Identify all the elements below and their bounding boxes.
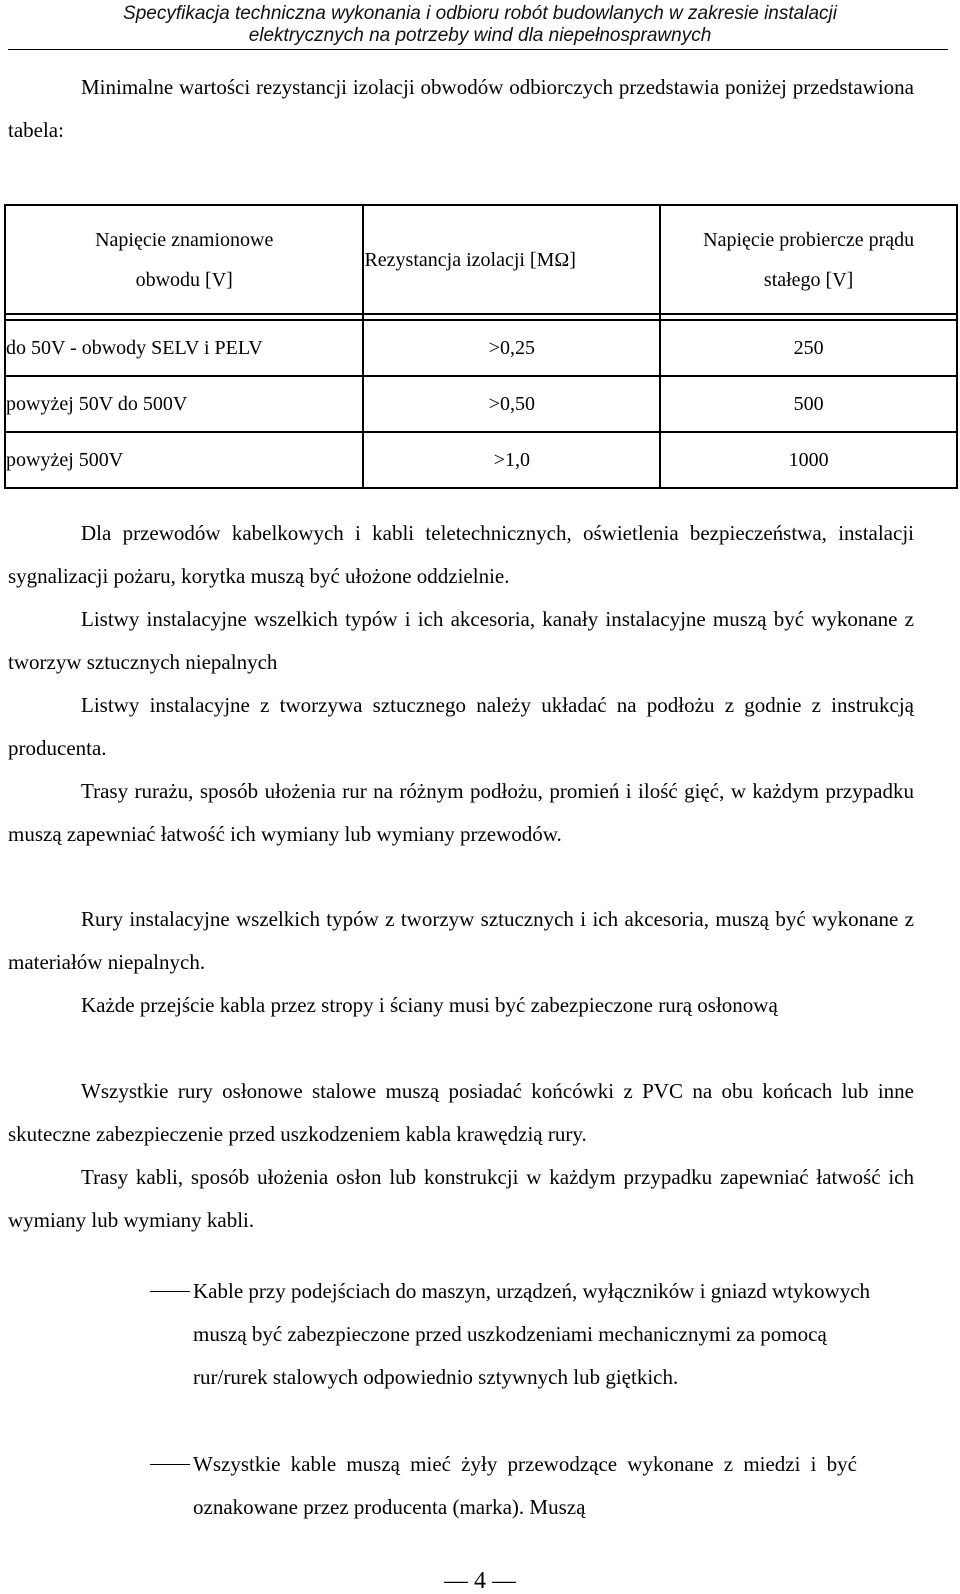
cell-voltage: do 50V - obwody SELV i PELV	[5, 320, 363, 376]
table-row	[5, 376, 957, 432]
table-header-row	[5, 205, 957, 314]
paragraph-protective-pipes: Wszystkie rury osłonowe stalowe muszą posiadać końcówki z PVC na obu końcach lub inne skuteczne zabezpieczenie przed uszkodzeniem kabla krawędzią rury.	[8, 1079, 914, 1146]
cell-test-voltage: 500	[660, 376, 957, 432]
header-line-1: Specyfikacja techniczna wykonania i odbioru robót budowlanych w zakresie instalacji	[123, 3, 837, 24]
cell-resistance: >0,25	[363, 320, 660, 376]
header-insulation-resistance: Rezystancja izolacji [MΩ]	[363, 205, 660, 314]
cell-test-voltage: 250	[660, 320, 957, 376]
header-rule	[8, 49, 948, 50]
insulation-resistance-table	[4, 204, 958, 489]
header-test-voltage: Napięcie probiercze prądu stałego [V]	[660, 205, 957, 314]
cell-resistance: >1,0	[363, 432, 660, 488]
cell-voltage: powyżej 50V do 500V	[5, 376, 363, 432]
header-line-2: elektrycznych na potrzeby wind dla niepełnosprawnych	[248, 25, 712, 46]
cell-resistance: >0,50	[363, 376, 660, 432]
bullet-dash	[150, 1291, 190, 1292]
paragraph-conduit-material: Rury instalacyjne wszelkich typów z tworzyw sztucznych i ich akcesoria, muszą być wykonane z materiałów niepalnych.	[8, 907, 914, 974]
paragraph-conduit-routes: Trasy rurażu, sposób ułożenia rur na różnym podłożu, promień i ilość gięć, w każdym przypadku muszą zapewniać łatwość ich wymiany lub wymiany przewodów.	[8, 779, 914, 846]
paragraph-trunking-mounting: Listwy instalacyjne z tworzywa sztucznego należy układać na podłożu z godnie z instrukcją producenta.	[8, 693, 914, 760]
page-number: — 4 —	[444, 1568, 516, 1594]
bullet-dash	[150, 1464, 190, 1465]
paragraph-cable-separation: Dla przewodów kabelkowych i kabli teletechnicznych, oświetlenia bezpieczeństwa, instalacji sygnalizacji pożaru, korytka muszą być ułożone oddzielnie.	[8, 521, 914, 588]
bullet-item-copper-conductors: Wszystkie kable muszą mieć żyły przewodzące wykonane z miedzi i być oznakowane przez producenta (marka). Muszą	[193, 1452, 857, 1519]
cell-voltage: powyżej 500V	[5, 432, 363, 488]
paragraph-wall-crossings: Każde przejście kabla przez stropy i ściany musi być zabezpieczone rurą osłonową	[81, 993, 778, 1017]
paragraph-trunking-material: Listwy instalacyjne wszelkich typów i ich akcesoria, kanały instalacyjne muszą być wykonane z tworzyw sztucznych niepalnych	[8, 607, 914, 674]
intro-paragraph: Minimalne wartości rezystancji izolacji obwodów odbiorczych przedstawia poniżej przedstawiona tabela:	[8, 75, 914, 142]
cell-test-voltage: 1000	[660, 432, 957, 488]
paragraph-cable-routes: Trasy kabli, sposób ułożenia osłon lub konstrukcji w każdym przypadku zapewniać łatwość ich wymiany lub wymiany kabli.	[8, 1165, 914, 1232]
bullet-item-mechanical-protection: Kable przy podejściach do maszyn, urządzeń, wyłączników i gniazd wtykowych muszą być zabezpieczone przed uszkodzeniami mechanicznymi za pomocą rur/rurek stalowych odpowiednio sztywnych lub giętkich.	[193, 1279, 871, 1389]
header-rated-voltage: Napięcie znamionowe obwodu [V]	[5, 205, 363, 314]
table-row	[5, 432, 957, 488]
table-row	[5, 320, 957, 376]
